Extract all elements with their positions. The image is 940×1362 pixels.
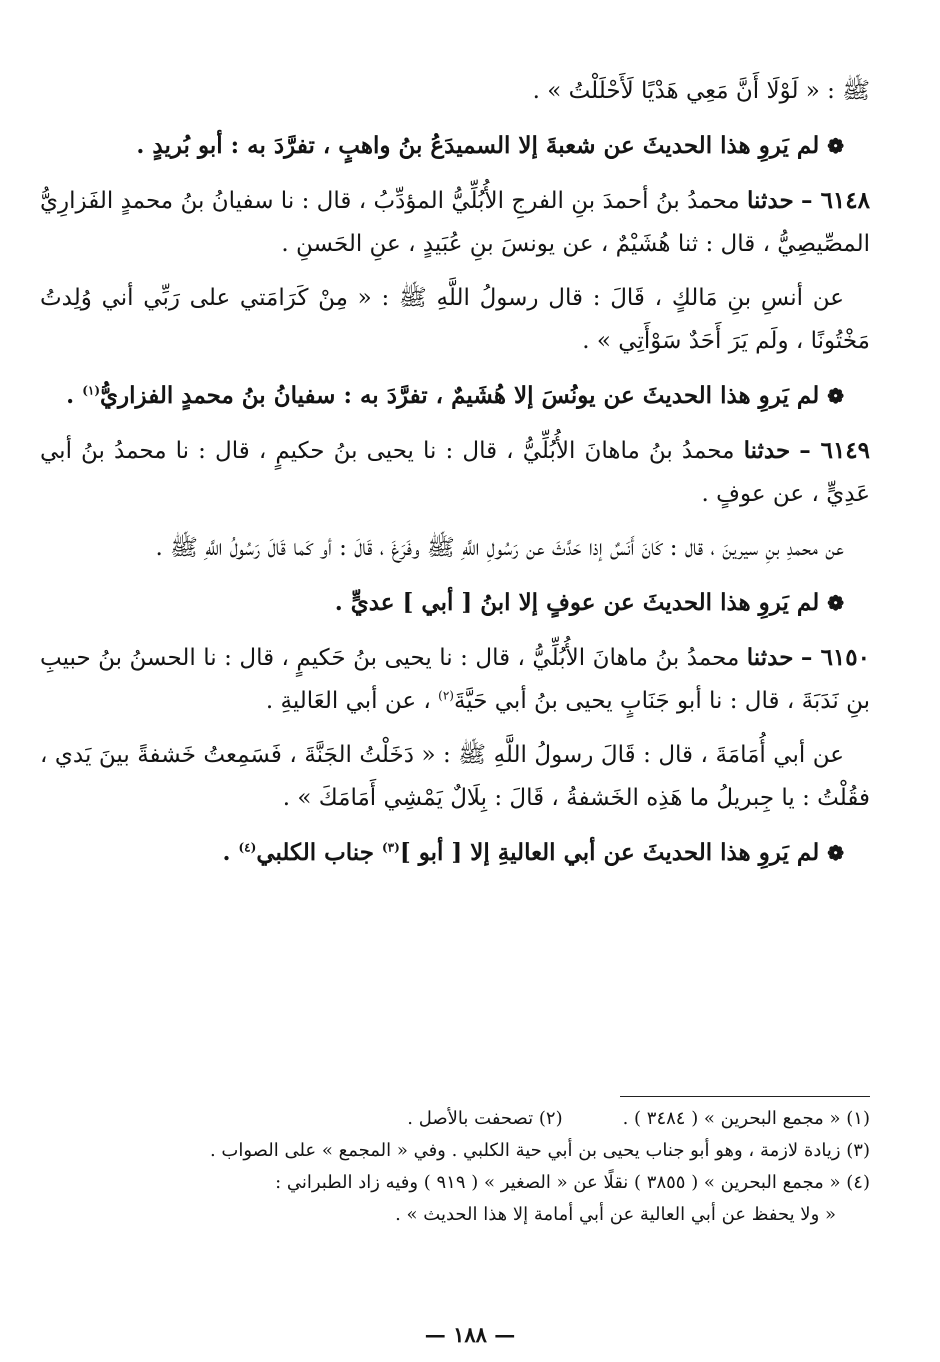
- hadith-text-cont: [40, 70, 870, 113]
- isnad-text: محمدُ بنُ أحمدَ بنِ الفرجِ الأُبُلِّيُّ المؤدِّبُ ، قال : نا سفيانُ بنُ محمدٍ الفَزارِيُّ المصِّيصِيُّ ، قال : ثنا هُشَيْمٌ ، عن يونسَ بنِ عُبَيدٍ ، عنِ الحَسنِ .: [40, 188, 870, 257]
- hadith-text: ﷺ : « لَوْلَا أَنَّ مَعِي هَدْيًا لَأَحْلَلْتُ » .: [532, 78, 870, 104]
- page-number: — ١٨٨ —: [424, 1322, 516, 1347]
- footnote-4-cont: « ولا يحفظ عن أبي العالية عن أبي أمامة إلا هذا الحديث » .: [395, 1204, 836, 1225]
- matn-6150: [40, 734, 870, 820]
- isnad-text: محمدُ بنُ ماهانَ الأُبُلِّيُّ ، قال : نا يحيى بنُ حَكيمٍ ، قال : نا الحسنُ بنُ حبيبِ بنِ نَدَبَةَ ، قال : نا أبو جَنَابٍ يحيى بنُ أبي حَيَّةَ: [40, 645, 870, 714]
- footnote-divider: [620, 1096, 870, 1097]
- isnad-text-end: ، عن أبي العَاليةِ .: [265, 688, 431, 714]
- footnote-line: [70, 1135, 870, 1167]
- matn-text: عن أنسِ بنِ مَالكٍ ، قَالَ : قال رسولُ اللَّهِ ﷺ : « مِنْ كَرَامَتي على رَبِّي أني وُلِدتُ مَخْتُونًا ، ولَم يَرَ أَحَدٌ سَوْأَتِي » .: [40, 285, 870, 354]
- commentary-text: لم يَروِ هذا الحديثَ عن يونُسَ إلا هُشَيمٌ ، تفرَّدَ به : سفيانُ بنُ محمدٍ الفزاريُّ: [100, 382, 820, 409]
- footnotes: [70, 1103, 870, 1231]
- isnad-6150: [40, 636, 870, 723]
- footnote-4: (٤) « مجمع البحرين » ( ٣٨٥٥ ) نقلًا عن « الصغير » ( ٩١٩ ) وفيه زاد الطبراني :: [275, 1172, 870, 1193]
- matn-text: عن محمدِ بنِ سيرينَ ، قال : كَانَ أَنَسٌ إذا حَدَّثَ عن رَسُولِ اللَّهِ ﷺ وفَرَغَ ، قَالَ : أو كَما قَالَ رَسُولُ اللَّهِ ﷺ .: [155, 535, 844, 561]
- narration-lead: حدثنا: [746, 644, 794, 671]
- matn-text: عن أبي أُمَامَةَ ، قال : قَالَ رسولُ اللَّهِ ﷺ : « دَخَلْتُ الجَنَّةَ ، فَسَمِعتُ خَشفةً بينَ يَدي ، فقُلْتُ : يا جِبريلُ ما هَذِه الخَشفةُ ، قَالَ : بِلَالٌ يَمْشِي أَمَامَكَ » .: [40, 742, 870, 811]
- commentary-text: لم يَروِ هذا الحديثَ عن عوفٍ إلا ابنُ [ أبي ] عديٍّ .: [334, 589, 820, 616]
- isnad-6149: [40, 429, 870, 516]
- hadith-number: ٦١٥٠ –: [800, 644, 870, 671]
- commentary-text: لم يَروِ هذا الحديثَ عن أبي العاليةِ إلا [ أبو ]: [399, 839, 820, 866]
- isnad-6148: [40, 179, 870, 266]
- footnote-ref-4: (٤): [238, 840, 257, 855]
- star-icon: ❁: [827, 591, 844, 615]
- commentary: ❁ لم يَروِ هذا الحديثَ عن يونُسَ إلا هُشَيمٌ ، تفرَّدَ به : سفيانُ بنُ محمدٍ الفزاريُّ$^{(١)}$ .: [66, 382, 844, 409]
- narration-lead: حدثنا: [747, 187, 794, 214]
- footnote-line: [70, 1199, 870, 1231]
- matn-6148: [40, 277, 870, 363]
- star-icon: ❁: [827, 134, 844, 158]
- hadith-number: ٦١٤٩ –: [799, 437, 871, 464]
- footnote-ref-2: (٢): [438, 688, 454, 703]
- footnote-3: (٣) زيادة لازمة ، وهو أبو جناب يحيى بن أبي حية الكلبي . وفي « المجمع » على الصواب .: [209, 1140, 870, 1161]
- star-icon: ❁: [827, 841, 844, 865]
- commentary: [40, 581, 870, 625]
- footnote-line: [70, 1167, 870, 1199]
- footnote-ref-3: (٣): [381, 840, 400, 855]
- commentary: [40, 124, 870, 168]
- star-icon: ❁: [827, 384, 844, 408]
- commentary-text: لم يَروِ هذا الحديثَ عن شعبةَ إلا السميدَعُ بنُ واهبٍ ، تفرَّدَ به : أبو بُريدٍ .: [136, 132, 820, 159]
- matn-6149: [40, 527, 870, 570]
- footnote-ref-1: (١): [82, 383, 101, 398]
- period: .: [222, 839, 231, 866]
- footnote-line: [70, 1103, 870, 1135]
- hadith-number: ٦١٤٨ –: [801, 187, 870, 214]
- commentary: [40, 831, 870, 875]
- footnote-1: (١) « مجمع البحرين » ( ٣٤٨٤ ) .: [622, 1108, 870, 1129]
- text-body: [40, 70, 870, 875]
- isnad-text: محمدُ بنُ ماهانَ الأُبُلِّيُّ ، قال : نا يحيى بنُ حكيمٍ ، قال : نا محمدُ بنُ أبي عَدِيٍّ ، عن عوفٍ .: [40, 438, 870, 507]
- footnote-2: (٢) تصحفت بالأصل .: [407, 1108, 563, 1129]
- narration-lead: حدثنا: [743, 437, 791, 464]
- commentary-text-end: جناب الكلبي: [256, 839, 374, 866]
